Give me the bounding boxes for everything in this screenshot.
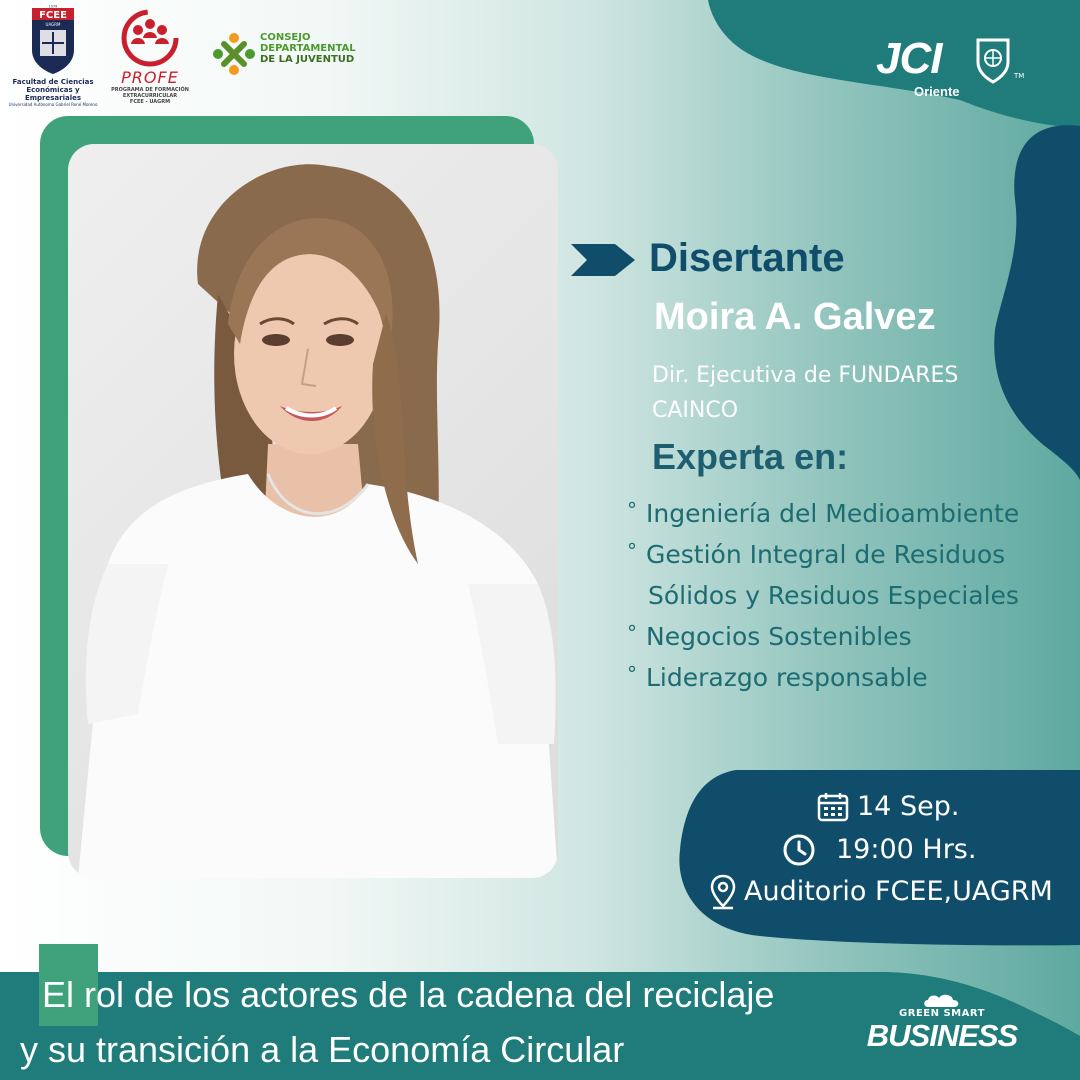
talk-title-line-2: y su transición a la Economía Circular (20, 1029, 625, 1070)
fcee-logo (8, 4, 98, 107)
list-item (624, 616, 1074, 657)
event-time (782, 833, 976, 867)
list-item (624, 493, 1074, 534)
expertise-item: Ingeniería del Medioambiente (646, 499, 1020, 528)
jci-chapter: Oriente (914, 84, 960, 99)
degree-bullet-icon: ° (627, 662, 637, 686)
event-location (710, 874, 1053, 910)
fcee-shield-icon (28, 4, 78, 74)
expertise-item: Negocios Sostenibles (646, 622, 912, 651)
expertise-item: Gestión Integral de Residuos (646, 540, 1006, 569)
list-item (624, 657, 1074, 698)
fcee-caption-3: Universidad Autónoma Gabriel René Moreno (8, 102, 98, 107)
clock-icon (782, 833, 816, 867)
expertise-item: Sólidos y Residuos Especiales (648, 581, 1019, 610)
event-location-text: Auditorio FCEE,UAGRM (744, 876, 1053, 907)
fcee-year: 1979 (48, 4, 58, 9)
cloud-icon (922, 992, 962, 1008)
event-date (817, 791, 959, 823)
expertise-heading: Experta en: (652, 436, 849, 477)
list-item (624, 534, 1074, 575)
jci-name: JCI (876, 34, 942, 83)
fcee-acronym: FCEE (39, 10, 67, 21)
fcee-caption-1: Facultad de Ciencias (12, 78, 94, 86)
consejo-juventud-logo (210, 30, 370, 78)
consejo-line-3: DE LA JUVENTUD (260, 54, 355, 65)
event-time-text: 19:00 Hrs. (836, 834, 977, 865)
speaker-portrait-illustration (68, 144, 558, 878)
brand-big-text: BUSINESS (866, 1018, 1018, 1053)
degree-bullet-icon: ° (627, 539, 637, 563)
jci-trademark: TM (1014, 72, 1025, 80)
expertise-item: Liderazgo responsable (646, 663, 928, 692)
profe-sub-2: EXTRACURRICULAR (122, 93, 178, 99)
speaker-photo (68, 144, 558, 878)
speaker-name: Moira A. Galvez (654, 296, 936, 338)
event-date-text: 14 Sep. (857, 791, 960, 822)
speaker-role (652, 358, 1032, 428)
fcee-tag: UAGRM (45, 22, 61, 27)
list-item (624, 575, 1074, 616)
consejo-line-2: DEPARTAMENTAL (260, 43, 356, 54)
profe-sub-3: FCEE - UAGRM (129, 99, 171, 105)
profe-logo (110, 4, 190, 108)
profe-sub-1: PROGRAMA DE FORMACIÓN (111, 87, 189, 93)
degree-bullet-icon: ° (627, 498, 637, 522)
speaker-role-line-2: CAINCO (652, 398, 739, 423)
consejo-figures-icon (210, 30, 258, 78)
speaker-role-line-1: Dir. Ejecutiva de FUNDARES (652, 363, 959, 388)
chevron-arrow-icon (571, 244, 635, 276)
consejo-line-1: CONSEJO (260, 32, 311, 43)
profe-people-icon (118, 4, 182, 68)
location-pin-icon (710, 874, 736, 910)
talk-title-line-1: El rol de los actores de la cadena del reciclaje (42, 974, 775, 1015)
speaker-section-label: Disertante (649, 236, 845, 280)
calendar-icon (817, 792, 849, 822)
green-smart-business-logo (862, 996, 1022, 1066)
jci-logo (874, 34, 1034, 104)
fcee-caption-2: Económicas y Empresariales (24, 86, 82, 102)
profe-name: PROFE (121, 68, 179, 87)
jci-shield-icon (974, 36, 1012, 84)
brand-small-text: GREEN SMART (899, 1008, 985, 1019)
degree-bullet-icon: ° (627, 621, 637, 645)
expertise-list (624, 493, 1074, 698)
